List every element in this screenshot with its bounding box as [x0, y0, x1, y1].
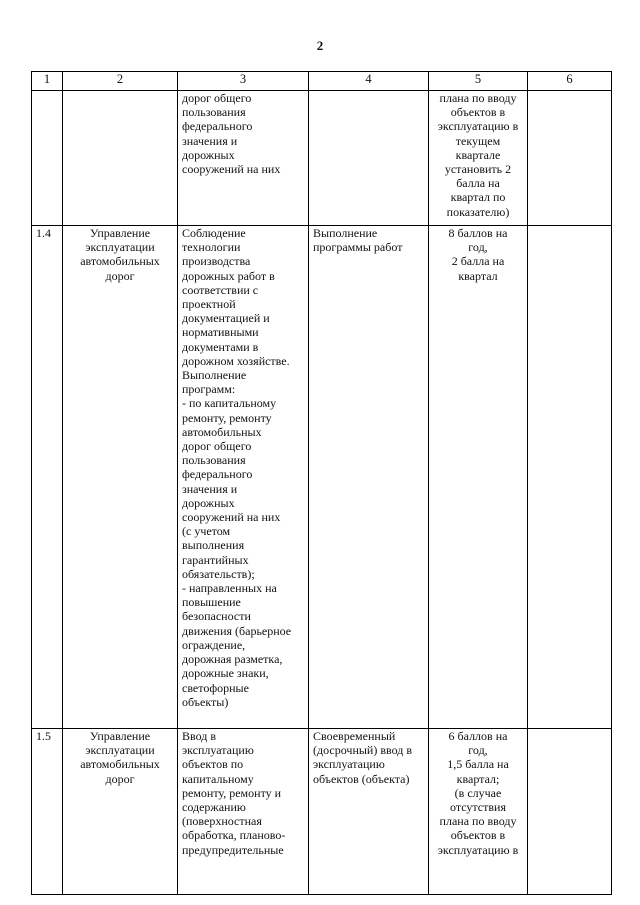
- column-header: 6: [528, 72, 612, 91]
- indicator-cell: [309, 91, 429, 226]
- table-row: [32, 226, 612, 729]
- indicator-cell: Своевременный (досрочный) ввод в эксплуатацию объектов (объекта): [309, 729, 429, 895]
- column-header: 2: [63, 72, 178, 91]
- table-header-row: [32, 72, 612, 91]
- score-cell: 8 баллов на год, 2 балла на квартал: [429, 226, 528, 729]
- extra-cell: [528, 91, 612, 226]
- score-cell: плана по вводу объектов в эксплуатацию в текущем квартале установить 2 балла на квартал по показателю): [429, 91, 528, 226]
- criteria-cell: дорог общего пользования федерального значения и дорожных сооружений на них: [178, 91, 309, 226]
- column-header: 4: [309, 72, 429, 91]
- column-header: 1: [32, 72, 63, 91]
- extra-cell: [528, 226, 612, 729]
- department-cell: Управление эксплуатации автомобильных дорог: [63, 226, 178, 729]
- score-cell: 6 баллов на год, 1,5 балла на квартал; (в случае отсутствия плана по вводу объектов в эксплуатацию в: [429, 729, 528, 895]
- department-cell: [63, 91, 178, 226]
- column-header: 3: [178, 72, 309, 91]
- criteria-cell: Ввод в эксплуатацию объектов по капитальному ремонту, ремонту и содержанию (поверхностная обработка, планово- предупредительные: [178, 729, 309, 895]
- column-header: 5: [429, 72, 528, 91]
- table-row: [32, 91, 612, 226]
- criteria-cell: Соблюдение технологии производства дорожных работ в соответствии с проектной документацией и нормативными документами в дорожном хозяйстве. Выполнение программ: - по капитальному ремонту, ремонту автомобильных дорог общего пользования федерального значения и дорожных сооружений на них (с учетом выполнения гарантийных обязательств); - направленных на повышение безопасности движения (барьерное ограждение, дорожная разметка, дорожные знаки, светофорные объекты): [178, 226, 309, 729]
- table-row: [32, 729, 612, 895]
- extra-cell: [528, 729, 612, 895]
- row-number: 1.4: [32, 226, 63, 729]
- row-number: [32, 91, 63, 226]
- row-number: 1.5: [32, 729, 63, 895]
- department-cell: Управление эксплуатации автомобильных дорог: [63, 729, 178, 895]
- page-number: 2: [316, 38, 324, 53]
- criteria-table: [31, 71, 612, 895]
- indicator-cell: Выполнение программы работ: [309, 226, 429, 729]
